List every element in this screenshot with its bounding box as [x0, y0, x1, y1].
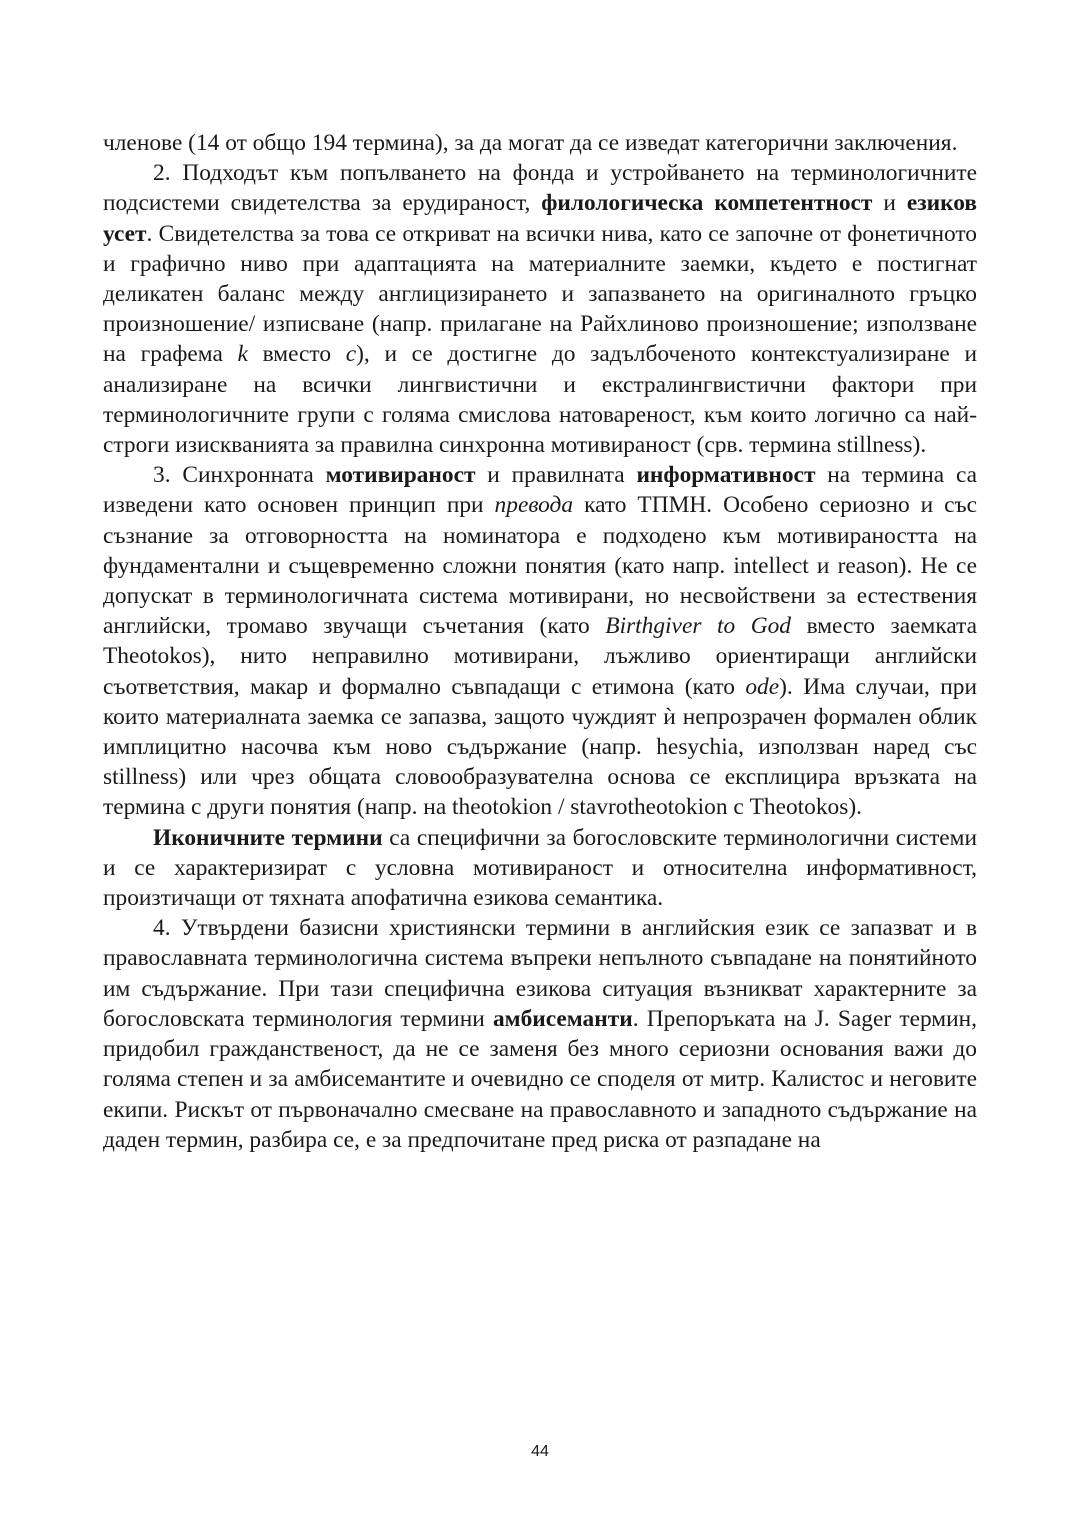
paragraph-point-4: [103, 913, 977, 1155]
bold-term: езиков усет: [103, 190, 977, 247]
text-run: ). Има случаи, при които материалната заемка се запазва, защото чуждият ѝ непрозрачен формален облик имплицитно насочва към ново съдържание (напр. hesychia, използван наред със stillness) или чрез общата словообразувателна основа се експлицира връзката на термина с други понятия (напр. на theotokion / stavrotheotokion с Theotokos).: [103, 673, 977, 821]
text-run: 3. Синхронната: [153, 462, 326, 489]
text-run: вместо заемката Theotokos), нито неправилно мотивирани, лъжливо ориентиращи английски съответствия, макар и формално съвпадащи с етимона (като: [103, 613, 977, 700]
italic-term: ode: [745, 673, 780, 700]
paragraph-iconic-terms: [103, 823, 977, 914]
text-run: като ТПМН. Особено сериозно и със съзнание за отговорността на номинатора е подходено към мотивираността на фундаментални и същевременно сложни понятия (като напр. intellect и reason). Не се допускат в терминологичната система мотивирани, но несвойствени за естествения английски, тромаво звучащи съчетания (като: [103, 492, 977, 640]
text-run: и: [872, 190, 907, 217]
text-run: вместо: [247, 341, 346, 368]
italic-term: превода: [494, 492, 574, 519]
text-run: и правилната: [475, 462, 637, 489]
bold-term: амбисеманти: [492, 1005, 633, 1032]
text-run: . Свидетелства за това се откриват на всички нива, като се започне от фонетичното и графично ниво при адаптацията на материалните заемки, където е постигнат деликатен баланс между англицизирането и запазването на оригиналното гръцко произношение/ изписване (напр. прилагане на Райхлиново произношение; използване на графема: [103, 220, 977, 368]
text-run: членове (14 от общо 194 термина), за да могат да се изведат категорични заключения.: [103, 130, 958, 156]
text-run: . Препоръката на J. Sager термин, придобил гражданственост, да не се заменя без много сериозни основания важи до голяма степен и за амбисемантите и очевидно се споделя от митр. Калистос и неговите екипи. Рискът от първоначално смесване на православното и западното съдържание на даден термин, разбира се, е за предпочитане пред риска от разпадане на: [103, 1005, 977, 1153]
italic-term: Birthgiver to God: [605, 613, 792, 640]
page-number: 44: [531, 1443, 549, 1460]
text-run: на термина са изведени като основен принцип при: [103, 462, 977, 519]
text-run: 4. Утвърдени базисни християнски термини в английския език се запазват и в православната терминологична система въпреки непълното съвпадане на понятийното им съдържание. При тази специфична езикова ситуация възникват характерните за богословската терминология термини: [103, 915, 977, 1032]
text-run: ), и се достигне до задълбоченото контекстуализиране и анализиране на всички лингвистични и екстралингвистични фактори при терминологичните групи с голяма смислова натовареност, към които логично са най-строги изискванията за правилна синхронна мотивираност (срв. термина stillness).: [103, 341, 977, 459]
bold-term: филологическа компетентност: [541, 190, 873, 217]
bold-term: Иконичните термини: [153, 824, 383, 851]
paragraph-point-3: [103, 460, 977, 822]
paragraph-point-2: [103, 158, 977, 460]
italic-term: k: [237, 341, 248, 368]
bold-term: информативност: [636, 462, 816, 489]
body-text: [103, 128, 977, 1155]
bold-term: мотивираност: [325, 462, 476, 489]
paragraph-continuation: [103, 128, 977, 158]
italic-term: c: [345, 341, 357, 368]
text-run: 2. Подходът към попълването на фонда и устройването на терминологичните подсистеми свидетелства за ерудираност,: [103, 160, 977, 217]
text-run: са специфични за богословските терминологични системи и се характеризират с условна мотивираност и относителна информативност, произтичащи от тяхната апофатична езикова семантика.: [103, 824, 977, 912]
